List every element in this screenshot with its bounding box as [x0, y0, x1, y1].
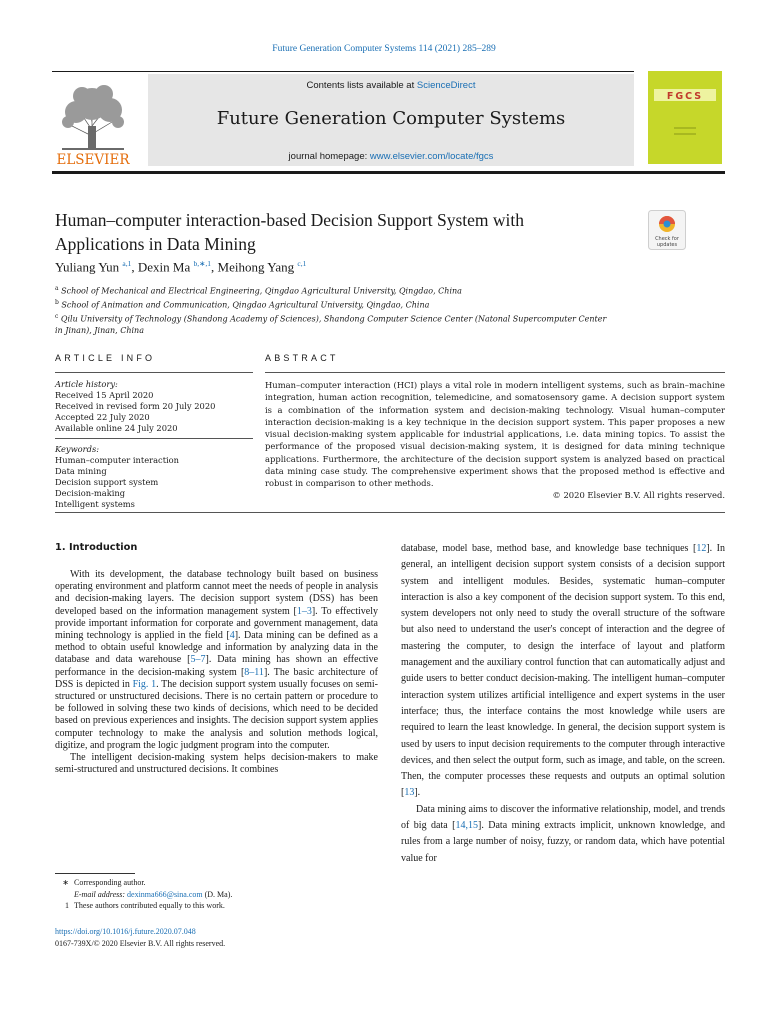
- citation-link[interactable]: 4: [229, 630, 235, 642]
- header-top-rule: [52, 71, 634, 72]
- affiliation-item: [55, 283, 615, 297]
- publisher-wordmark: ELSEVIER: [56, 152, 130, 166]
- keywords-rule: [55, 438, 253, 439]
- keyword-item: Decision support system: [55, 477, 159, 487]
- author-separator: ,: [211, 259, 218, 275]
- corresponding-mark: ∗: [62, 878, 69, 887]
- title-line-1: Human–computer interaction-based Decision Support System with: [55, 210, 525, 230]
- affiliation-list: [55, 283, 615, 337]
- footnote-equal-contribution: [55, 900, 378, 912]
- author-name: Meihong Yang: [217, 259, 295, 275]
- footnote-corresponding: [55, 877, 378, 889]
- author-list: [55, 259, 306, 275]
- affiliation-text: School of Mechanical and Electrical Engineering, Qingdao Agricultural University, Qingdao, China: [61, 286, 462, 296]
- history-item: Available online 24 July 2020: [55, 423, 178, 433]
- keyword-item: Decision-making: [55, 488, 126, 498]
- citation-link[interactable]: 5–7: [190, 654, 206, 666]
- check-label-2: updates: [656, 242, 678, 248]
- elsevier-logo: [52, 78, 134, 166]
- footnote-email: [55, 889, 378, 901]
- intro-paragraph-1: With its development, the database technology built based on business operating environment and platform cannot meet the needs of people in analysis and decision-making layers. The decision support system (DSS) has been developed based on the information management system [1–3]. To effectively provide important information for corporate and government management, data mining technology is applied in the field [4]. Data mining can be defined as a method to obtain useful knowledge and information by analyzing data in the database and data warehouse [5–7]. Data mining has shown an effective performance in the decision-making system [8–11]. The basic architecture of DSS is depicted in Fig. 1. The decision support system usually focuses on semi-structured or unstructured decisions. There is no certain pattern or procedure to be followed in solving these two kinds of decisions, which need to be decided based on previous experiences and insights. The decision support system applies computer technology to make the analysis and solution methods logical, digitize, and program the logic judgment program into the computer.: [55, 569, 379, 751]
- history-item: Received in revised form 20 July 2020: [55, 401, 216, 411]
- sciencedirect-link[interactable]: ScienceDirect: [416, 80, 476, 91]
- journal-reference[interactable]: Future Generation Computer Systems 114 (2021) 285–289: [272, 44, 496, 54]
- section-title-introduction: 1. Introduction: [55, 542, 138, 553]
- email-link[interactable]: dexinma666@sina.com: [127, 889, 203, 899]
- author-affiliation-marker[interactable]: c,1: [297, 259, 307, 268]
- doi-link[interactable]: https://doi.org/10.1016/j.future.2020.07.048: [55, 927, 196, 936]
- front-matter-rule: [55, 512, 725, 513]
- citation-link[interactable]: 14,15: [455, 820, 478, 832]
- citation-link[interactable]: 8–11: [244, 666, 264, 678]
- email-suffix: (D. Ma).: [202, 889, 233, 899]
- affiliation-text: Qilu University of Technology (Shandong Academy of Sciences), Shandong Computer Science Center (Natonal Supercomputer Center in Jinan), Jinan, China: [55, 314, 607, 336]
- intro-paragraph-continued: database, model base, method base, and knowledge base techniques [12]. In general, an intelligent decision support system consists of a decision support system and intelligent modules. Besides, systematic human–computer interaction is also a key component of the decision support system. To this end, system developers not only need to study the overall structure of the software but also need to understand the user's concept of interaction and the degree of mastering the computer, to design the interface of layout and platform management and the auxiliary control function that can automatically adjust and guide users to better conduct decision-making. The intelligent human–computer interaction system utilizes artificial intelligence and expert systems in the user interface; thus, the interface contains the most knowledge while users are required to learn the least knowledge. In general, the decision support system is used by users to input decision requirements to the computer through interactive devices, and then select the output form, such as image, and table, on the screen. Then, the computer processes these requests and outputs an optimal solution [13].: [401, 543, 725, 799]
- citation-link[interactable]: 12: [696, 543, 707, 554]
- check-for-updates-badge[interactable]: [648, 210, 686, 250]
- affiliation-marker: c: [55, 313, 59, 321]
- keyword-item: Intelligent systems: [55, 499, 135, 509]
- affiliation-item: [55, 311, 615, 337]
- equal-mark: 1: [65, 901, 69, 910]
- homepage-prefix: journal homepage:: [288, 151, 370, 162]
- article-history-block: [55, 379, 253, 434]
- keywords-label: Keywords:: [55, 444, 100, 454]
- doi-block: [55, 926, 378, 949]
- affiliation-marker: b: [55, 299, 59, 307]
- affiliation-item: [55, 297, 615, 311]
- history-label: Article history:: [55, 379, 118, 389]
- equal-text: These authors contributed equally to this work.: [74, 901, 225, 910]
- history-item: Received 15 April 2020: [55, 390, 154, 400]
- abstract-rule: [265, 372, 725, 373]
- affiliation-text: School of Animation and Communication, Qingdao Agricultural University, Qingdao, China: [61, 300, 430, 310]
- author-affiliation-marker[interactable]: a,1: [122, 259, 132, 268]
- intro-paragraph-3: Data mining aims to discover the informative relationship, model, and trends of big data [14,15]. Data mining extracts implicit, unknown knowledge, and rules from a large number of noisy, fuzzy, or random data, which have potential value for: [401, 803, 726, 864]
- article-title: [55, 208, 635, 256]
- issn-line: 0167-739X/© 2020 Elsevier B.V. All rights reserved.: [55, 938, 226, 948]
- article-info-rule: [55, 372, 253, 373]
- keyword-list: [55, 455, 253, 510]
- journal-title: Future Generation Computer Systems: [216, 108, 566, 129]
- author-separator: ,: [131, 259, 138, 275]
- keywords-block: [55, 444, 253, 510]
- citation-link[interactable]: 13: [404, 787, 415, 799]
- corresponding-text: Corresponding author.: [74, 878, 146, 887]
- history-item: Accepted 22 July 2020: [55, 412, 150, 422]
- header-bottom-rule: [52, 171, 725, 174]
- title-line-2: Applications in Data Mining: [55, 234, 256, 254]
- check-label-1: Check for: [655, 236, 679, 242]
- contents-prefix: Contents lists available at: [306, 80, 417, 91]
- keyword-item: Data mining: [55, 466, 107, 476]
- author-affiliation-marker[interactable]: b,∗,1: [193, 259, 212, 268]
- author-name: Yuliang Yun: [55, 259, 120, 275]
- contents-line: [148, 80, 634, 91]
- keyword-item: Human–computer interaction: [55, 455, 180, 465]
- history-list: [55, 390, 253, 434]
- abstract-heading: ABSTRACT: [265, 353, 339, 363]
- article-info-heading: ARTICLE INFO: [55, 353, 156, 363]
- footnote-rule: [55, 873, 135, 874]
- citation-link[interactable]: Fig. 1: [132, 678, 157, 690]
- affiliation-marker: a: [55, 285, 59, 292]
- intro-paragraph-2: The intelligent decision-making system helps decision-makers to make semi-structured and unstructured decisions. It combines: [55, 752, 378, 776]
- journal-homepage-link[interactable]: www.elsevier.com/locate/fgcs: [369, 151, 494, 162]
- abstract-body: Human–computer interaction (HCI) plays a vital role in modern intelligent systems, such as brain–machine integration, human action recognition, telemedicine, and somatosensory game. A decision support system is a combination of the information system and decision-making technology. Visual human–computer interaction decision-making is a key technique in the decision support system. This paper proposes a new visual decision-making system applicable for industrial applications, i.e. data mining topics. To assist the performance of the proposed visual decision-making system, it is designed for data mining technique applications. Furthermore, the architecture of the decision support system is analyzed based on practical data mining case study. The comprehensive experiment shows that the proposed method is effective and robust in comparison to other methods.: [265, 380, 725, 488]
- email-label: E-mail address:: [74, 889, 128, 899]
- author-name: Dexin Ma: [137, 259, 191, 275]
- right-column: [401, 541, 725, 867]
- cover-title: FGCS: [666, 91, 704, 102]
- homepage-line: [148, 151, 634, 162]
- abstract-copyright: © 2020 Elsevier B.V. All rights reserved.: [552, 490, 725, 500]
- citation-link[interactable]: 1–3: [296, 605, 312, 617]
- left-column: [55, 569, 378, 776]
- footnotes: [55, 877, 378, 912]
- journal-cover[interactable]: [648, 71, 722, 164]
